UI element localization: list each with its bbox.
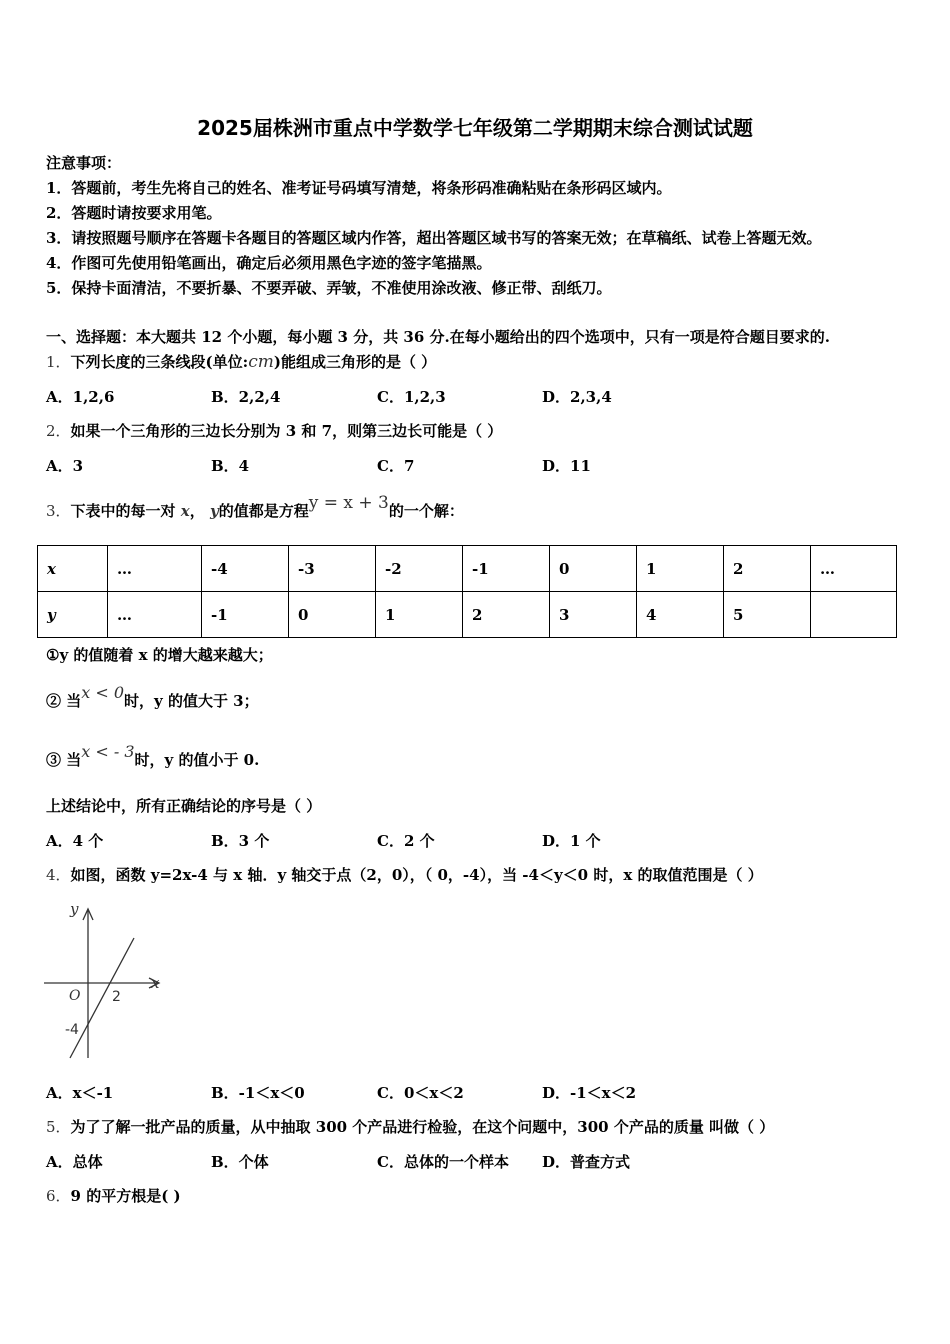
y-axis-label: y [70, 900, 79, 918]
option-b: B．4 [211, 457, 250, 475]
question-number: 1． [46, 353, 71, 371]
option-c: C．1,2,3 [377, 388, 446, 406]
question-2 [46, 420, 502, 441]
question-text: 的值都是方程 [218, 502, 309, 520]
statement-3 [46, 742, 260, 770]
option-b: B．3 个 [211, 832, 270, 850]
y-intercept-label: -4 [65, 1022, 79, 1038]
option-d: D．普查方式 [542, 1153, 631, 1171]
option-b: B．-1＜x＜0 [211, 1084, 305, 1102]
statement-1: ①y 的值随着 x 的增大越来越大； [46, 646, 273, 664]
inequality: x < - 3 [81, 742, 135, 761]
question-number: 3． [46, 502, 71, 520]
question-1 [46, 351, 436, 372]
table-cell: 2 [463, 592, 550, 638]
option-c: C．0＜x＜2 [377, 1084, 464, 1102]
option-d: D．11 [542, 457, 591, 475]
question-number: 5． [46, 1118, 71, 1136]
option-a: A．1,2,6 [46, 388, 115, 406]
unit-cm: cm [248, 352, 274, 372]
question-text: 9 的平方根是( ) [70, 1187, 181, 1205]
section-heading: 一、选择题：本大题共 12 个小题，每小题 3 分，共 36 分.在每小题给出的四个选项中，只有一项是符合题目要求的. [46, 328, 830, 346]
table-row-y [38, 592, 897, 638]
option-a: A．3 [46, 457, 84, 475]
question-text: 下表中的每一对 [70, 502, 176, 520]
statement-text: ② 当 [46, 692, 82, 710]
table-cell: 5 [724, 592, 811, 638]
table-cell: y [38, 592, 108, 638]
question-number: 6． [46, 1187, 71, 1205]
option-c: C．总体的一个样本 [377, 1153, 509, 1171]
question-text: 如图，函数 y=2x-4 与 x 轴．y 轴交于点（2，0），（ 0，-4），当 -4＜y＜0 时，x 的取值范围是（ ） [70, 866, 763, 884]
option-d: D．-1＜x＜2 [542, 1084, 637, 1102]
notice-item: 4．作图可先使用铅笔画出，确定后必须用黑色字迹的签字笔描黑。 [46, 254, 492, 272]
question-text: 的一个解： [388, 502, 464, 520]
var-x: x [180, 502, 190, 520]
notice-item: 5．保持卡面清洁，不要折暴、不要弄破、弄皱，不准使用涂改液、修正带、刮纸刀。 [46, 279, 612, 297]
option-b: B．2,2,4 [211, 388, 281, 406]
table-cell: -4 [202, 546, 289, 592]
table-cell: -1 [202, 592, 289, 638]
table-cell: … [108, 592, 202, 638]
comma: ， [189, 502, 205, 520]
notice-item: 2．答题时请按要求用笔。 [46, 204, 222, 222]
option-d: D．1 个 [542, 832, 601, 850]
origin-label: O [69, 988, 81, 1004]
table-cell: -1 [463, 546, 550, 592]
option-d: D．2,3,4 [542, 388, 612, 406]
table-row-x [38, 546, 897, 592]
table-cell: 1 [637, 546, 724, 592]
option-c: C．7 [377, 457, 415, 475]
table-cell: -3 [289, 546, 376, 592]
x-axis-label: x [151, 974, 160, 992]
question-text: )能组成三角形的是（ ） [273, 353, 437, 371]
values-table [37, 545, 897, 638]
option-a: A．x＜-1 [46, 1084, 114, 1102]
page-title: 2025届株洲市重点中学数学七年级第二学期期末综合测试试题 [197, 116, 753, 140]
option-b: B．个体 [211, 1153, 269, 1171]
table-cell: -2 [376, 546, 463, 592]
table-cell: … [108, 546, 202, 592]
table-cell: 2 [724, 546, 811, 592]
question-number: 2． [46, 422, 71, 440]
var-y: y [210, 502, 219, 520]
x-intercept-label: 2 [112, 989, 121, 1005]
question-number: 4． [46, 866, 71, 884]
option-a: A．总体 [46, 1153, 103, 1171]
table-cell: 1 [376, 592, 463, 638]
inequality: x < 0 [81, 683, 125, 702]
statement-text: ③ 当 [46, 751, 82, 769]
table-cell: … [811, 546, 897, 592]
question-text: 如果一个三角形的三边长分别为 3 和 7，则第三边长可能是（ ） [70, 422, 503, 440]
function-graph [40, 898, 170, 1063]
question-3 [46, 493, 464, 521]
question-3-prompt: 上述结论中，所有正确结论的序号是（ ） [46, 797, 322, 815]
notice-item: 3．请按照题号顺序在答题卡各题目的答题区域内作答，超出答题区域书写的答案无效；在草稿纸、试卷上答题无效。 [46, 229, 822, 247]
option-a: A．4 个 [46, 832, 104, 850]
equation: y = x + 3 [308, 493, 389, 513]
table-cell [811, 592, 897, 638]
question-text: 下列长度的三条线段(单位: [70, 353, 249, 371]
question-4 [46, 864, 763, 885]
option-c: C．2 个 [377, 832, 435, 850]
notice-item: 1．答题前，考生先将自己的姓名、准考证号码填写清楚，将条形码准确粘贴在条形码区域内。 [46, 179, 672, 197]
table-cell: x [38, 546, 108, 592]
table-cell: 0 [289, 592, 376, 638]
notice-heading: 注意事项： [46, 154, 122, 172]
question-6 [46, 1185, 181, 1206]
statement-text: 时，y 的值大于 3； [124, 692, 259, 710]
question-5 [46, 1116, 774, 1137]
table-cell: 3 [550, 592, 637, 638]
table-cell: 4 [637, 592, 724, 638]
table-cell: 0 [550, 546, 637, 592]
statement-text: 时，y 的值小于 0. [134, 751, 260, 769]
statement-2 [46, 683, 259, 711]
question-text: 为了了解一批产品的质量，从中抽取 300 个产品进行检验，在这个问题中，300 个产品的质量 叫做（ ） [70, 1118, 775, 1136]
